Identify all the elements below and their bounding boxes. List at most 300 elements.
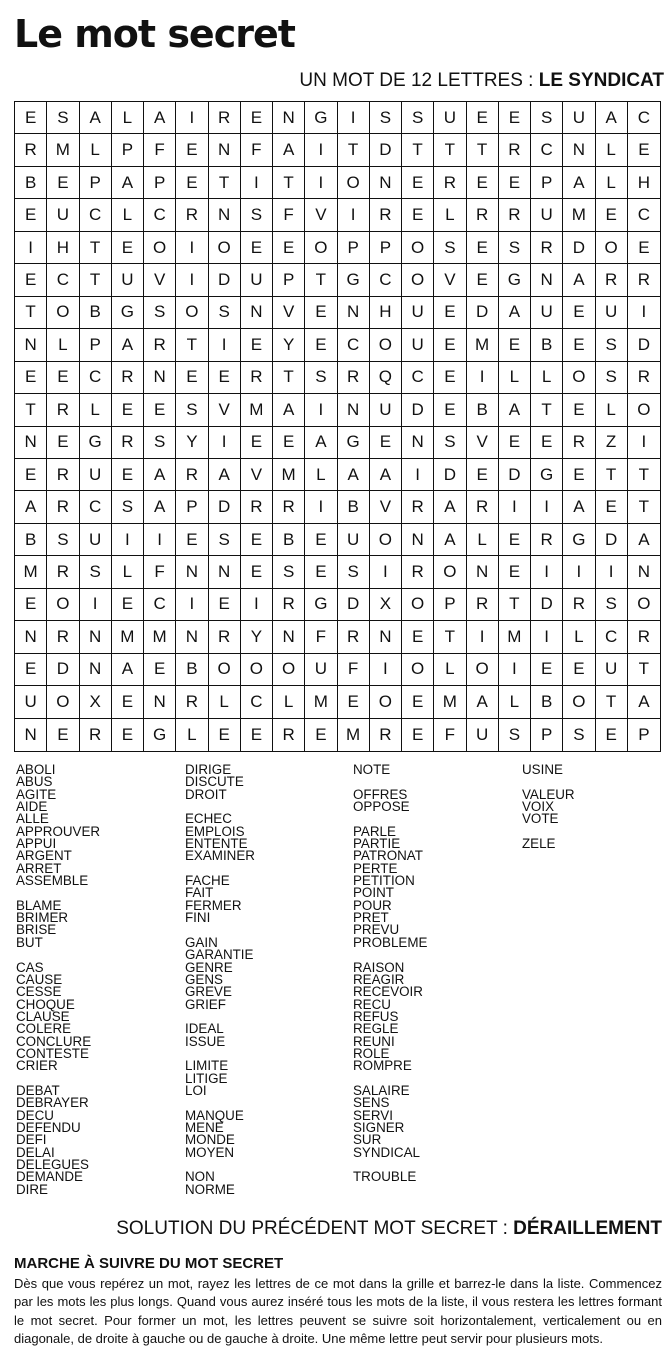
grid-cell[interactable]: A [273,134,305,166]
grid-cell[interactable]: U [596,654,628,686]
word-list-item[interactable]: ABOLI [16,762,56,777]
grid-cell[interactable]: O [402,654,434,686]
grid-cell[interactable]: E [402,167,434,199]
grid-cell[interactable]: R [241,362,273,394]
grid-cell[interactable]: E [241,329,273,361]
grid-cell[interactable]: A [15,491,47,523]
grid-cell[interactable]: R [176,199,208,231]
word-list-item[interactable]: MENE [185,1119,224,1135]
grid-cell[interactable]: M [112,621,144,653]
grid-cell[interactable]: P [144,167,176,199]
grid-cell[interactable]: P [338,232,370,264]
grid-cell[interactable]: T [628,459,660,491]
grid-cell[interactable]: S [273,556,305,588]
grid-cell[interactable]: E [112,589,144,621]
grid-cell[interactable]: P [370,232,402,264]
grid-cell[interactable]: A [563,167,595,199]
word-list-item[interactable]: CONTESTE [16,1045,89,1061]
grid-cell[interactable]: T [209,167,241,199]
word-list-item[interactable]: LOI [185,1082,207,1098]
grid-cell[interactable]: I [628,297,660,329]
grid-cell[interactable]: F [241,134,273,166]
grid-cell[interactable]: B [531,329,563,361]
grid-cell[interactable]: N [402,524,434,556]
grid-cell[interactable]: M [563,199,595,231]
grid-cell[interactable]: A [467,686,499,718]
grid-cell[interactable]: D [209,264,241,296]
grid-cell[interactable]: R [402,556,434,588]
grid-cell[interactable]: F [434,719,466,751]
grid-cell[interactable]: I [176,102,208,134]
grid-cell[interactable]: O [402,232,434,264]
grid-cell[interactable]: T [15,297,47,329]
grid-cell[interactable]: A [273,394,305,426]
word-list-item[interactable]: DELEGUES [16,1157,89,1172]
grid-cell[interactable]: B [273,524,305,556]
word-list-item[interactable]: COLERE [16,1021,72,1037]
grid-cell[interactable]: S [80,556,112,588]
grid-cell[interactable]: E [531,427,563,459]
grid-cell[interactable]: V [209,394,241,426]
grid-cell[interactable]: X [80,686,112,718]
grid-cell[interactable]: I [531,491,563,523]
grid-cell[interactable]: I [563,556,595,588]
grid-cell[interactable]: N [467,556,499,588]
grid-cell[interactable]: T [273,167,305,199]
grid-cell[interactable]: E [305,297,337,329]
grid-cell[interactable]: U [402,297,434,329]
grid-cell[interactable]: E [434,362,466,394]
grid-cell[interactable]: O [176,297,208,329]
grid-cell[interactable]: G [499,264,531,296]
grid-cell[interactable]: S [402,102,434,134]
grid-cell[interactable]: D [596,524,628,556]
grid-cell[interactable]: P [176,491,208,523]
grid-cell[interactable]: I [338,199,370,231]
grid-cell[interactable]: O [467,654,499,686]
word-list-item[interactable]: IDEAL [185,1021,224,1037]
grid-cell[interactable]: S [434,232,466,264]
grid-cell[interactable]: E [176,167,208,199]
word-list-item[interactable]: SUR [353,1132,382,1148]
word-list-item[interactable]: PREVU [353,922,400,938]
grid-cell[interactable]: Y [176,427,208,459]
grid-cell[interactable]: D [434,459,466,491]
grid-cell[interactable]: N [273,621,305,653]
grid-cell[interactable]: I [305,491,337,523]
grid-cell[interactable]: E [241,427,273,459]
grid-cell[interactable]: N [209,134,241,166]
grid-cell[interactable]: U [596,297,628,329]
grid-cell[interactable]: H [628,167,660,199]
word-list-item[interactable]: PATRONAT [353,848,423,864]
grid-cell[interactable]: I [176,589,208,621]
word-list-item[interactable]: PRET [353,910,389,926]
grid-cell[interactable]: O [434,556,466,588]
letter-grid[interactable] [14,101,661,752]
grid-cell[interactable]: E [112,232,144,264]
grid-cell[interactable]: E [15,102,47,134]
word-list-item[interactable]: BRIMER [16,910,69,926]
grid-cell[interactable]: Y [273,329,305,361]
grid-cell[interactable]: C [80,491,112,523]
word-list-item[interactable]: VOIX [522,799,554,815]
word-list-item[interactable]: NORME [185,1181,235,1197]
grid-cell[interactable]: R [499,134,531,166]
grid-cell[interactable]: S [596,589,628,621]
grid-cell[interactable]: D [209,491,241,523]
grid-cell[interactable]: R [176,686,208,718]
grid-cell[interactable]: F [305,621,337,653]
word-list-item[interactable]: FINI [185,910,211,926]
grid-cell[interactable]: F [338,654,370,686]
word-list-item[interactable]: CESSE [16,984,62,1000]
grid-cell[interactable]: T [176,329,208,361]
word-list-item[interactable]: MONDE [185,1132,235,1148]
word-list-item[interactable]: SERVI [353,1107,393,1123]
grid-cell[interactable]: I [499,491,531,523]
word-list-item[interactable]: DEMANDE [16,1169,83,1185]
grid-cell[interactable]: L [499,362,531,394]
word-list-item[interactable]: ROLE [353,1045,390,1061]
word-list-item[interactable]: MANQUE [185,1107,244,1123]
grid-cell[interactable]: R [467,199,499,231]
word-list-item[interactable]: ECHEC [185,811,232,827]
grid-cell[interactable]: P [80,329,112,361]
grid-cell[interactable]: I [628,427,660,459]
grid-cell[interactable]: P [638,724,650,744]
grid-cell[interactable]: N [15,621,47,653]
grid-cell[interactable]: I [467,621,499,653]
grid-cell[interactable]: N [531,264,563,296]
grid-cell[interactable]: N [80,654,112,686]
grid-cell[interactable]: U [80,459,112,491]
grid-cell[interactable]: L [80,134,112,166]
word-list-item[interactable]: ISSUE [185,1033,226,1049]
grid-cell[interactable]: A [563,491,595,523]
grid-cell[interactable]: B [338,491,370,523]
grid-cell[interactable]: T [628,654,660,686]
grid-cell[interactable]: N [338,394,370,426]
grid-cell[interactable]: R [499,199,531,231]
grid-cell[interactable]: A [112,329,144,361]
grid-cell[interactable]: I [499,654,531,686]
grid-cell[interactable]: E [209,589,241,621]
grid-cell[interactable]: A [209,459,241,491]
grid-cell[interactable]: N [15,427,47,459]
grid-cell[interactable]: O [370,686,402,718]
word-list-item[interactable]: DROIT [185,786,227,802]
grid-cell[interactable]: A [305,427,337,459]
word-list-item[interactable]: FAIT [185,885,214,901]
grid-cell[interactable]: E [402,621,434,653]
grid-cell[interactable]: R [47,491,79,523]
grid-cell[interactable]: O [628,394,660,426]
grid-cell[interactable]: O [596,232,628,264]
word-list-item[interactable]: GENRE [185,959,233,975]
grid-cell[interactable]: L [209,686,241,718]
grid-cell[interactable]: B [467,394,499,426]
grid-cell[interactable]: N [80,621,112,653]
grid-cell[interactable]: R [80,719,112,751]
grid-cell[interactable]: S [176,394,208,426]
grid-cell[interactable]: O [47,686,79,718]
grid-cell[interactable]: G [112,297,144,329]
word-list-item[interactable]: DELAI [16,1144,55,1160]
grid-cell[interactable]: I [241,589,273,621]
grid-cell[interactable]: I [596,556,628,588]
grid-cell[interactable]: M [144,621,176,653]
grid-cell[interactable]: S [370,102,402,134]
grid-cell[interactable]: N [209,556,241,588]
grid-cell[interactable]: L [434,654,466,686]
grid-cell[interactable]: N [144,686,176,718]
grid-cell[interactable]: L [176,719,208,751]
grid-cell[interactable]: T [80,264,112,296]
grid-cell[interactable]: C [628,102,660,134]
grid-cell[interactable]: R [628,362,660,394]
grid-cell[interactable]: E [241,102,273,134]
grid-cell[interactable]: P [80,167,112,199]
grid-cell[interactable]: E [112,686,144,718]
word-list-item[interactable]: GAIN [185,934,218,950]
word-list-item[interactable]: ARGENT [16,848,72,864]
grid-cell[interactable]: E [241,556,273,588]
grid-cell[interactable]: I [209,329,241,361]
grid-cell[interactable]: M [273,459,305,491]
grid-cell[interactable]: V [305,199,337,231]
word-list-item[interactable]: EMPLOIS [185,823,245,839]
grid-cell[interactable]: O [338,167,370,199]
grid-cell[interactable]: T [338,134,370,166]
grid-cell[interactable]: R [531,524,563,556]
grid-cell[interactable]: G [80,427,112,459]
grid-cell[interactable]: S [531,102,563,134]
grid-cell[interactable]: V [241,459,273,491]
grid-cell[interactable]: L [112,102,144,134]
grid-cell[interactable]: C [338,329,370,361]
grid-cell[interactable]: S [596,329,628,361]
word-list-item[interactable]: ABUS [16,774,53,790]
grid-cell[interactable]: A [112,167,144,199]
word-list-item[interactable]: ASSEMBLE [16,873,89,889]
word-list-item[interactable]: VOTE [522,811,559,827]
grid-cell[interactable]: N [273,102,305,134]
grid-cell[interactable]: E [467,459,499,491]
word-list-item[interactable]: CLAUSE [16,1008,70,1024]
grid-cell[interactable]: V [144,264,176,296]
grid-cell[interactable]: E [402,199,434,231]
grid-cell[interactable]: E [47,167,79,199]
word-list-item[interactable]: CHOQUE [16,996,75,1012]
grid-cell[interactable]: E [628,134,660,166]
grid-cell[interactable]: L [112,556,144,588]
grid-cell[interactable]: N [338,297,370,329]
grid-cell[interactable]: G [338,427,370,459]
grid-cell[interactable]: D [370,134,402,166]
grid-cell[interactable]: I [370,654,402,686]
grid-cell[interactable]: R [144,329,176,361]
grid-cell[interactable]: S [596,362,628,394]
word-list-item[interactable]: DEBRAYER [16,1095,89,1111]
grid-cell[interactable]: E [434,329,466,361]
grid-cell[interactable]: E [112,719,144,751]
word-list-item[interactable]: DIRIGE [185,762,232,777]
word-list-item[interactable]: ENTENTE [185,836,248,852]
grid-cell[interactable]: N [144,362,176,394]
grid-cell[interactable]: O [402,589,434,621]
word-list-item[interactable]: GARANTIE [185,947,254,963]
grid-cell[interactable]: A [563,264,595,296]
grid-cell[interactable]: I [531,556,563,588]
word-list-item[interactable]: NON [185,1169,215,1185]
grid-cell[interactable]: L [273,686,305,718]
grid-cell[interactable]: Q [370,362,402,394]
grid-cell[interactable]: O [209,232,241,264]
grid-cell[interactable]: I [15,232,47,264]
grid-cell[interactable]: L [499,686,531,718]
grid-cell[interactable]: U [563,102,595,134]
grid-cell[interactable]: O [563,686,595,718]
grid-cell[interactable]: A [144,459,176,491]
grid-cell[interactable]: I [209,427,241,459]
grid-cell[interactable]: E [144,394,176,426]
grid-cell[interactable]: R [338,362,370,394]
grid-cell[interactable]: D [467,297,499,329]
word-list-item[interactable]: DEFENDU [16,1119,81,1135]
grid-cell[interactable]: E [402,686,434,718]
grid-cell[interactable]: V [273,297,305,329]
grid-cell[interactable]: E [499,556,531,588]
grid-cell[interactable]: O [47,297,79,329]
grid-cell[interactable]: O [563,362,595,394]
grid-cell[interactable]: R [241,491,273,523]
word-list-item[interactable]: NOTE [353,762,391,777]
grid-cell[interactable]: O [144,232,176,264]
word-list-item[interactable]: SALAIRE [353,1082,410,1098]
grid-cell[interactable]: I [467,362,499,394]
grid-cell[interactable]: A [338,459,370,491]
grid-cell[interactable]: P [273,264,305,296]
grid-cell[interactable]: C [402,362,434,394]
grid-cell[interactable]: E [563,329,595,361]
word-list-item[interactable]: GENS [185,971,223,987]
grid-cell[interactable]: E [434,297,466,329]
grid-cell[interactable]: E [209,719,241,751]
grid-cell[interactable]: E [305,524,337,556]
word-list-item[interactable]: AGITE [16,786,57,802]
grid-cell[interactable]: S [305,362,337,394]
grid-cell[interactable]: M [434,686,466,718]
grid-cell[interactable]: E [176,524,208,556]
grid-cell[interactable]: E [305,556,337,588]
grid-cell[interactable]: U [15,686,47,718]
grid-cell[interactable]: L [467,524,499,556]
word-list-item[interactable]: CAUSE [16,971,63,987]
grid-cell[interactable]: T [273,362,305,394]
grid-cell[interactable]: E [112,459,144,491]
word-list-item[interactable]: LIMITE [185,1058,229,1074]
word-list-item[interactable]: SYNDICAL [353,1144,420,1160]
grid-cell[interactable]: L [47,329,79,361]
grid-cell[interactable]: M [305,686,337,718]
grid-cell[interactable]: U [112,264,144,296]
grid-cell[interactable]: L [596,167,628,199]
grid-cell[interactable]: N [563,134,595,166]
grid-cell[interactable]: P [112,134,144,166]
word-list-item[interactable]: REUNI [353,1033,395,1049]
word-list-item[interactable]: DISCUTE [185,774,244,790]
grid-cell[interactable]: E [563,297,595,329]
grid-cell[interactable]: E [47,719,79,751]
grid-cell[interactable]: L [80,394,112,426]
grid-cell[interactable]: I [176,264,208,296]
grid-cell[interactable]: R [531,232,563,264]
grid-cell[interactable]: U [370,394,402,426]
grid-cell[interactable]: S [499,719,531,751]
grid-cell[interactable]: E [338,686,370,718]
grid-cell[interactable]: N [176,621,208,653]
grid-cell[interactable]: T [596,459,628,491]
grid-cell[interactable]: N [628,556,660,588]
grid-cell[interactable]: R [370,199,402,231]
grid-cell[interactable]: N [176,556,208,588]
word-list-item[interactable]: VALEUR [522,786,575,802]
grid-cell[interactable]: E [209,362,241,394]
grid-cell[interactable]: E [47,427,79,459]
word-list-item[interactable]: FACHE [185,873,230,889]
grid-cell[interactable]: T [467,134,499,166]
grid-cell[interactable]: B [176,654,208,686]
grid-cell[interactable]: R [338,621,370,653]
grid-cell[interactable]: A [596,102,628,134]
grid-cell[interactable]: E [596,719,628,751]
word-list-item[interactable]: LITIGE [185,1070,228,1086]
grid-cell[interactable]: G [305,102,337,134]
grid-cell[interactable]: E [112,394,144,426]
grid-cell[interactable]: E [144,654,176,686]
grid-cell[interactable]: X [370,589,402,621]
grid-cell[interactable]: R [563,589,595,621]
grid-cell[interactable]: E [467,232,499,264]
grid-cell[interactable]: G [531,459,563,491]
word-list-item[interactable]: BLAME [16,897,62,913]
grid-cell[interactable]: A [370,459,402,491]
grid-cell[interactable]: E [15,589,47,621]
grid-cell[interactable]: D [338,589,370,621]
grid-cell[interactable]: U [402,329,434,361]
grid-cell[interactable]: N [241,297,273,329]
grid-cell[interactable]: U [531,199,563,231]
grid-cell[interactable]: S [47,102,79,134]
grid-cell[interactable]: R [176,459,208,491]
grid-cell[interactable]: E [434,394,466,426]
grid-cell[interactable]: C [596,621,628,653]
grid-cell[interactable]: E [596,491,628,523]
grid-cell[interactable]: U [47,199,79,231]
word-list-item[interactable]: PERTE [353,860,398,876]
word-list-item[interactable]: PARTIE [353,836,401,852]
grid-cell[interactable]: R [47,556,79,588]
word-list-item[interactable]: DEBAT [16,1082,60,1098]
grid-cell[interactable]: G [338,264,370,296]
grid-cell[interactable]: R [209,621,241,653]
grid-cell[interactable]: R [47,621,79,653]
grid-cell[interactable]: E [563,459,595,491]
grid-cell[interactable]: P [531,167,563,199]
grid-cell[interactable]: R [209,102,241,134]
word-list-item[interactable]: RECU [353,996,391,1012]
